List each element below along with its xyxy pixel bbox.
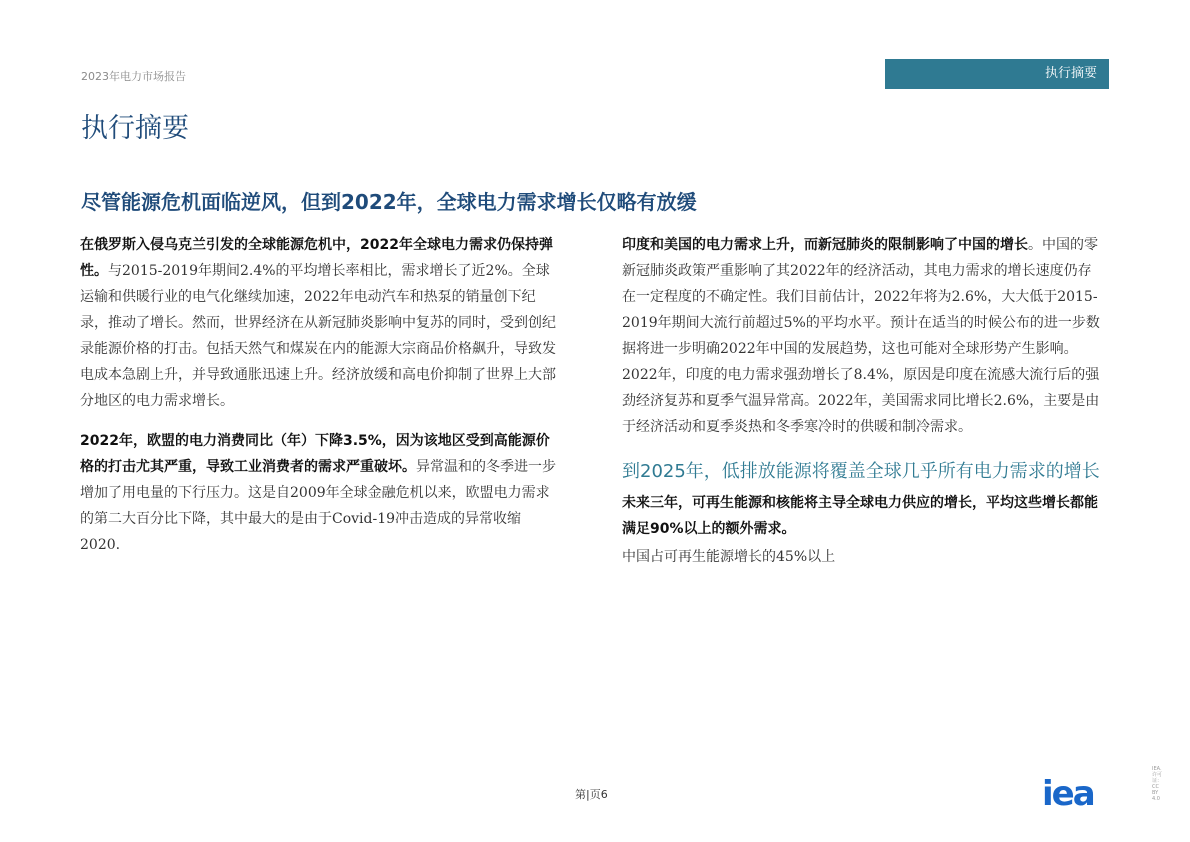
right-p1-body: 。中国的零新冠肺炎政策严重影响了其2022年的经济活动，其电力需求的增长速度仍存在一定程度的不确定性。我们目前估计，2022年将为2.6%，大大低于2015-2019年期间大流行前超过5%的平均水平。预计在适当的时候公布的进一步数据将进一步明确2022年中国的发展趋势，这也可能对全球形势产生影响。2022年，印度的电力需求强劲增长了8.4%，原因是印度在流感大流行后的强劲经济复苏和夏季气温异常高。2022年，美国需求同比增长2.6%，主要是由于经济活动和夏季炎热和冬季寒冷时的供暖和制冷需求。 (622, 237, 1100, 435)
right-p1-lead: 印度和美国的电力需求上升，而新冠肺炎的限制影响了中国的增长 (622, 237, 1028, 253)
page-title: 执行摘要 (81, 113, 189, 144)
right-paragraph-1 (622, 232, 1102, 440)
left-p2-tail: 2020. (80, 537, 121, 553)
section-tab: 执行摘要 (885, 59, 1109, 89)
right-column (622, 232, 1102, 580)
left-paragraph-1 (80, 232, 560, 414)
right-subheading: 到2025年，低排放能源将覆盖全球几乎所有电力需求的增长 (622, 461, 1100, 482)
right-p3-body: 中国占可再生能源增长的45%以上 (622, 549, 836, 565)
left-p2-body: 异常温和的冬季进一步增加了用电量的下行压力。这是自2009年全球金融危机以来，欧盟电力需求的第二大百分比下降，其中最大的是由于Covid-19冲击造成的异常收缩 (80, 459, 556, 527)
right-p2-lead: 未来三年，可再生能源和核能将主导全球电力供应的增长，平均这些增长都能满足90%以上的额外需求。 (622, 495, 1098, 537)
left-paragraph-2 (80, 428, 560, 558)
right-paragraph-3 (622, 544, 1102, 570)
logo-text: iea (1042, 778, 1094, 808)
iea-logo (1042, 778, 1110, 808)
report-title: 2023年电力市场报告 (81, 70, 186, 83)
right-paragraph-2 (622, 490, 1102, 542)
headline: 尽管能源危机面临逆风，但到2022年，全球电力需求增长仅略有放缓 (81, 190, 697, 214)
license-note: IEA. 许可证：CC BY 4.0 (1152, 766, 1163, 802)
left-p2-lead: 2022年，欧盟的电力消费同比（年）下降3.5%，因为该地区受到高能源价格的打击尤其严重，导致工业消费者的需求严重破坏。 (80, 433, 550, 475)
page-number: 第|页6 (575, 788, 608, 801)
left-p1-body: 与2015-2019年期间2.4%的平均增长率相比，需求增长了近2%。全球运输和供暖行业的电气化继续加速，2022年电动汽车和热泵的销量创下纪录，推动了增长。然而，世界经济在从新冠肺炎影响中复苏的同时，受到创纪录能源价格的打击。包括天然气和煤炭在内的能源大宗商品价格飙升，导致发电成本急剧上升，并导致通胀迅速上升。经济放缓和高电价抑制了世界上大部分地区的电力需求增长。 (80, 263, 556, 409)
left-p1-lead: 在俄罗斯入侵乌克兰引发的全球能源危机中，2022年全球电力需求仍保持弹性。 (80, 237, 553, 279)
left-column (80, 232, 560, 568)
